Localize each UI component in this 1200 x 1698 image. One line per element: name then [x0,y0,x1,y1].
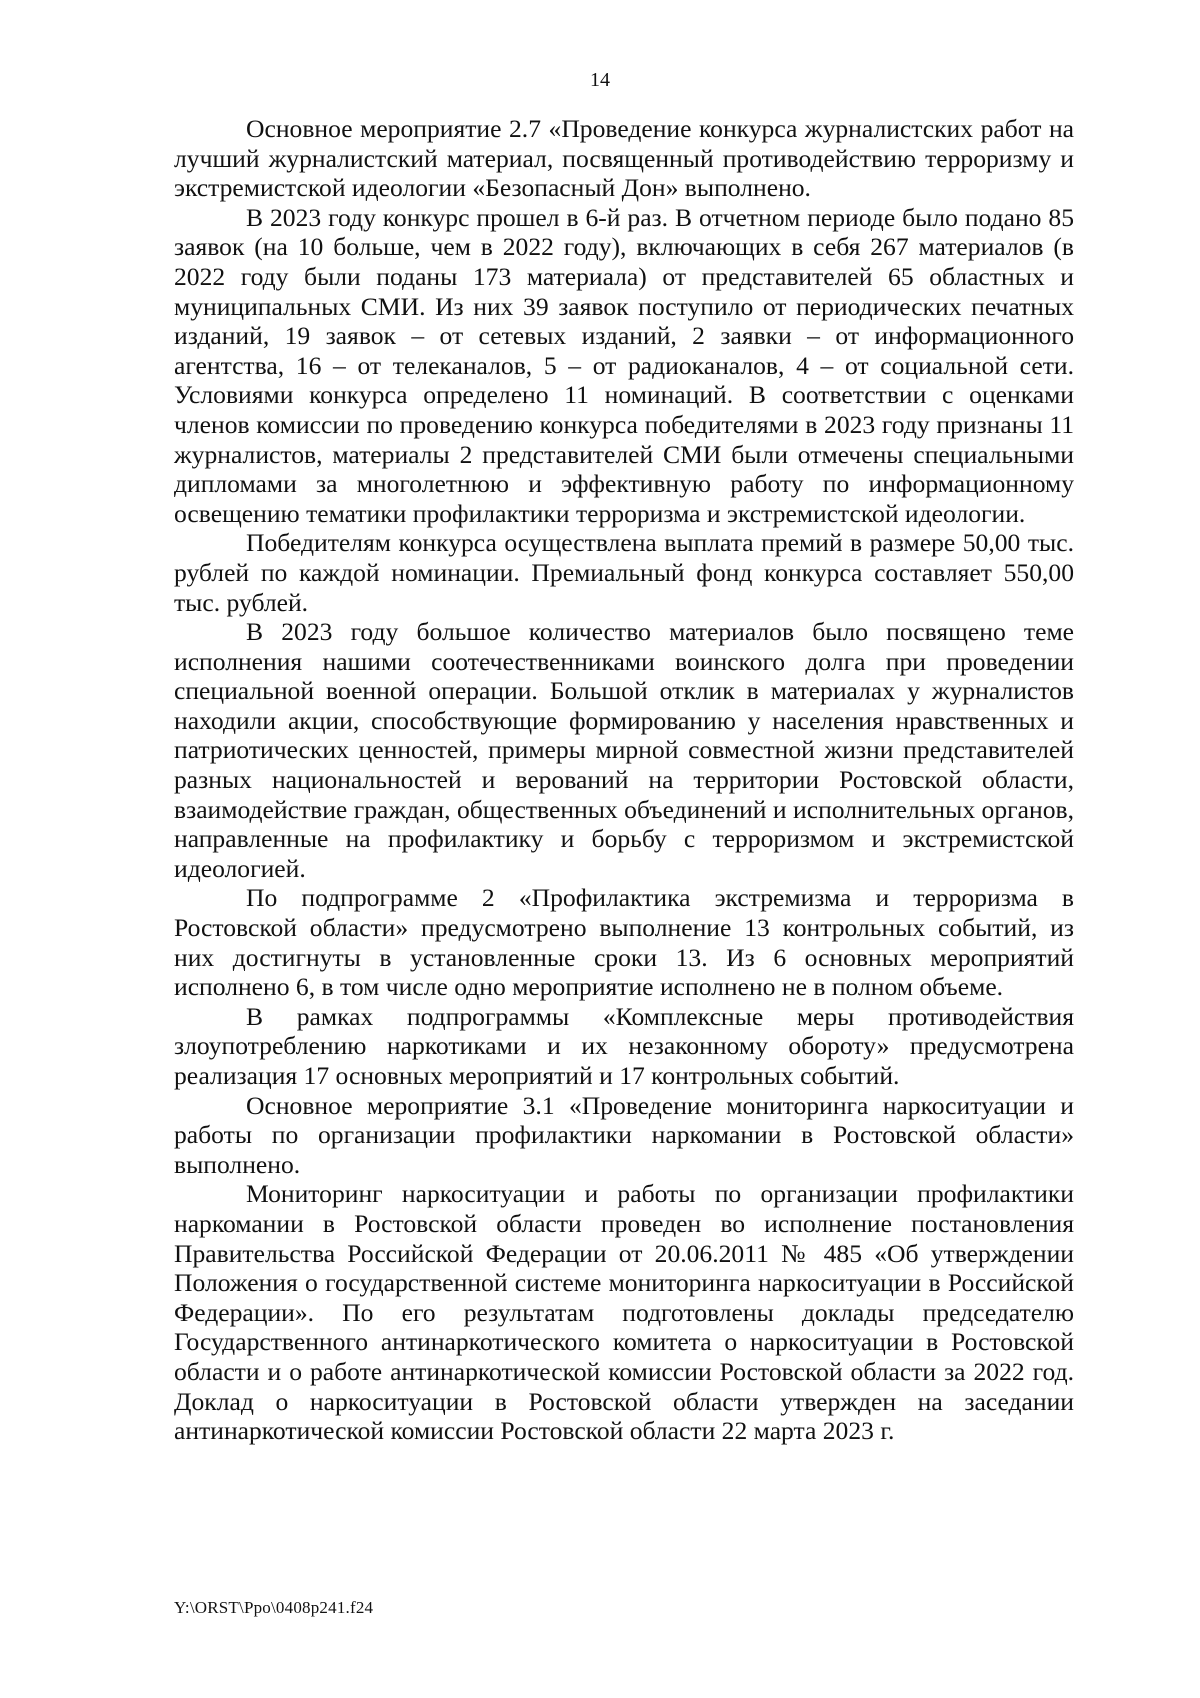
paragraph-subprogram-drugs: В рамках подпрограммы «Комплексные меры противодействия злоупотреблению наркотиками и их незаконному обороту» предусмотрена реализация 17 основных мероприятий и 17 контрольных событий. [174,1001,1074,1090]
paragraph-event-2-7: Основное мероприятие 2.7 «Проведение конкурса журналистских работ на лучший журналистский материал, посвященный противодействию терроризму и экстремистской идеологии «Безопасный Дон» выполнено. [174,114,1074,203]
paragraph-materials-topics: В 2023 году большое количество материалов было посвящено теме исполнения нашими соотечественниками воинского долга при проведении специальной военной операции. Большой отклик в материалах у журналистов находили акции, способствующие формированию у населения нравственных и патриотических ценностей, примеры мирной совместной жизни представителей разных национальностей и верований на территории Ростовской области, взаимодействие граждан, общественных объединений и исполнительных органов, направленные на профилактику и борьбу с терроризмом и экстремистской идеологией. [174,617,1074,883]
paragraph-event-3-1: Основное мероприятие 3.1 «Проведение мониторинга наркоситуации и работы по организации профилактики наркомании в Ростовской области» выполнено. [174,1090,1074,1179]
paragraph-subprogram-2: По подпрограмме 2 «Профилактика экстремизма и терроризма в Ростовской области» предусмотрено выполнение 13 контрольных событий, из них достигнуты в установленные сроки 13. Из 6 основных мероприятий исполнено 6, в том числе одно мероприятие исполнено не в полном объеме. [174,883,1074,1002]
paragraph-contest-2023: В 2023 году конкурс прошел в 6-й раз. В отчетном периоде было подано 85 заявок (на 10 больше, чем в 2022 году), включающих в себя 267 материалов (в 2022 году были поданы 173 материала) от представителей 65 областных и муниципальных СМИ. Из них 39 заявок поступило от периодических печатных изданий, 19 заявок – от сетевых изданий, 2 заявки – от информационного агентства, 16 – от телеканалов, 5 – от радиоканалов, 4 – от социальной сети. Условиями конкурса определено 11 номинаций. В соответствии с оценками членов комиссии по проведению конкурса победителями в 2023 году признаны 11 журналистов, материалы 2 представителей СМИ были отмечены специальными дипломами за многолетнюю и эффективную работу по информационному освещению тематики профилактики терроризма и экстремистской идеологии. [174,202,1074,528]
footer-file-path: Y:\ORST\Ppo\0408p241.f24 [174,1598,374,1617]
page-number: 14 [590,69,610,91]
paragraph-prizes: Победителям конкурса осуществлена выплата премий в размере 50,00 тыс. рублей по каждой номинации. Премиальный фонд конкурса составляет 550,00 тыс. рублей. [174,528,1074,617]
document-body [174,114,1074,1446]
paragraph-monitoring: Мониторинг наркоситуации и работы по организации профилактики наркомании в Ростовской области проведен во исполнение постановления Правительства Российской Федерации от 20.06.2011 № 485 «Об утверждении Положения о государственной системе мониторинга наркоситуации в Российской Федерации». По его результатам подготовлены доклады председателю Государственного антинаркотического комитета о наркоситуации в Ростовской области и о работе антинаркотической комиссии Ростовской области за 2022 год. Доклад о наркоситуации в Ростовской области утвержден на заседании антинаркотической комиссии Ростовской области 22 марта 2023 г. [174,1179,1074,1446]
